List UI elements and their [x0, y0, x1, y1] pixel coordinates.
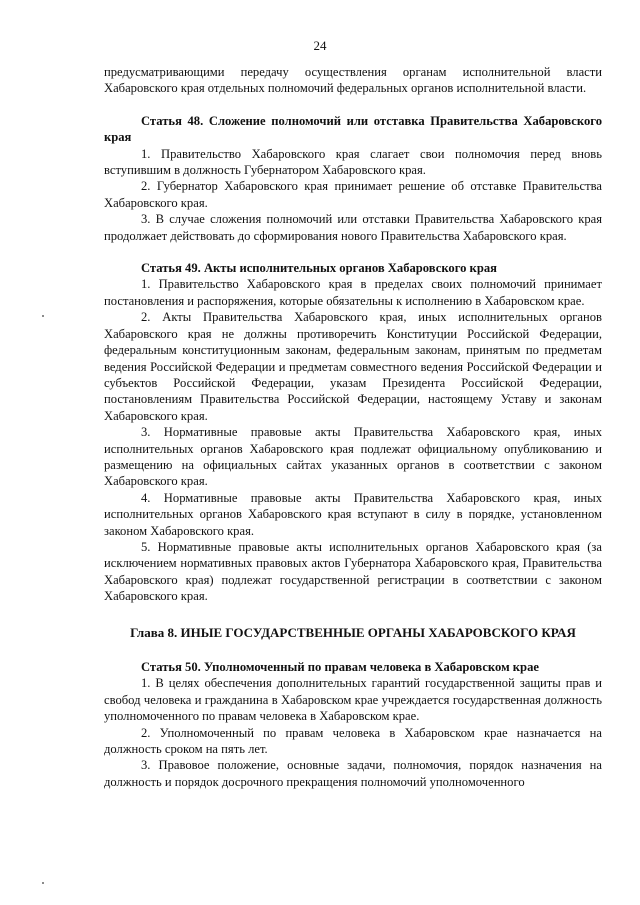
scan-speck — [42, 315, 44, 317]
article-49-para-4: 4. Нормативные правовые акты Правительства Хабаровского края, иных исполнительных органов Хабаровского края вступают в силу в порядке, установленном законом Хабаровского края. — [104, 490, 602, 538]
article-48-para-3: 3. В случае сложения полномочий или отставки Правительства Хабаровского края продолжает действовать до сформирования нового Правительства Хабаровского края. — [104, 212, 602, 243]
article-48-para-1: 1. Правительство Хабаровского края слагает свои полномочия перед вновь вступившим в должность Губернатором Хабаровского края. — [104, 146, 602, 178]
article-49-para-3: 3. Нормативные правовые акты Правительства Хабаровского края, иных исполнительных органов Хабаровского края подлежат официальному опубликованию и размещению на официальных сайтах указанных органов в соответствии с законом Хабаровского края. — [104, 425, 602, 489]
page-body — [104, 64, 602, 790]
article-48-title: Статья 48. Сложение полномочий или отставка Правительства Хабаровского края — [104, 113, 602, 145]
scan-speck — [42, 882, 44, 884]
chapter-8-title: Глава 8. ИНЫЕ ГОСУДАРСТВЕННЫЕ ОРГАНЫ ХАБАРОВСКОГО КРАЯ — [130, 624, 576, 640]
article-49-para-2: 2. Акты Правительства Хабаровского края, иных исполнительных органов Хабаровского края не должны противоречить Конституции Российской Федерации, федеральным конституционным законам, федеральным законам, принятым по предметам ведения Российской Федерации и предметам совместного ведения Российской Федерации и субъектов Российской Федерации, указам Президента Российской Федерации, постановлениям Правительства Российской Федерации, настоящему Уставу и законам Хабаровского края. — [104, 310, 602, 423]
article-50-para-2: 2. Уполномоченный по правам человека в Хабаровском крае назначается на должность сроком на пять лет. — [104, 725, 602, 757]
article-50-title: Статья 50. Уполномоченный по правам человека в Хабаровском крае — [141, 660, 539, 674]
article-49-title: Статья 49. Акты исполнительных органов Хабаровского края — [141, 261, 497, 276]
continuation-paragraph: предусматривающими передачу осуществления органам исполнительной власти Хабаровского края отдельных полномочий федеральных органов исполнительной власти. — [104, 65, 602, 96]
article-49-para-1: 1. Правительство Хабаровского края в пределах своих полномочий принимает постановления и распоряжения, которые обязательны к исполнению в Хабаровском крае. — [104, 277, 602, 308]
article-50-para-1: 1. В целях обеспечения дополнительных гарантий государственной защиты прав и свобод человека и гражданина в Хабаровском крае учреждается государственная должность уполномоченного по правам человека в Хабаровском крае. — [104, 676, 602, 724]
page-number: 24 — [313, 38, 327, 53]
article-48-para-2: 2. Губернатор Хабаровского края принимает решение об отставке Правительства Хабаровского края. — [104, 179, 602, 210]
article-49-para-5: 5. Нормативные правовые акты исполнительных органов Хабаровского края (за исключением нормативных правовых актов Губернатора Хабаровского края, Правительства Хабаровского края) подлежат государственной регистрации в соответствии с законом Хабаровского края. — [104, 539, 602, 604]
article-50-para-3: 3. Правовое положение, основные задачи, полномочия, порядок назначения на должность и порядок досрочного прекращения полномочий уполномоченного — [104, 758, 602, 789]
